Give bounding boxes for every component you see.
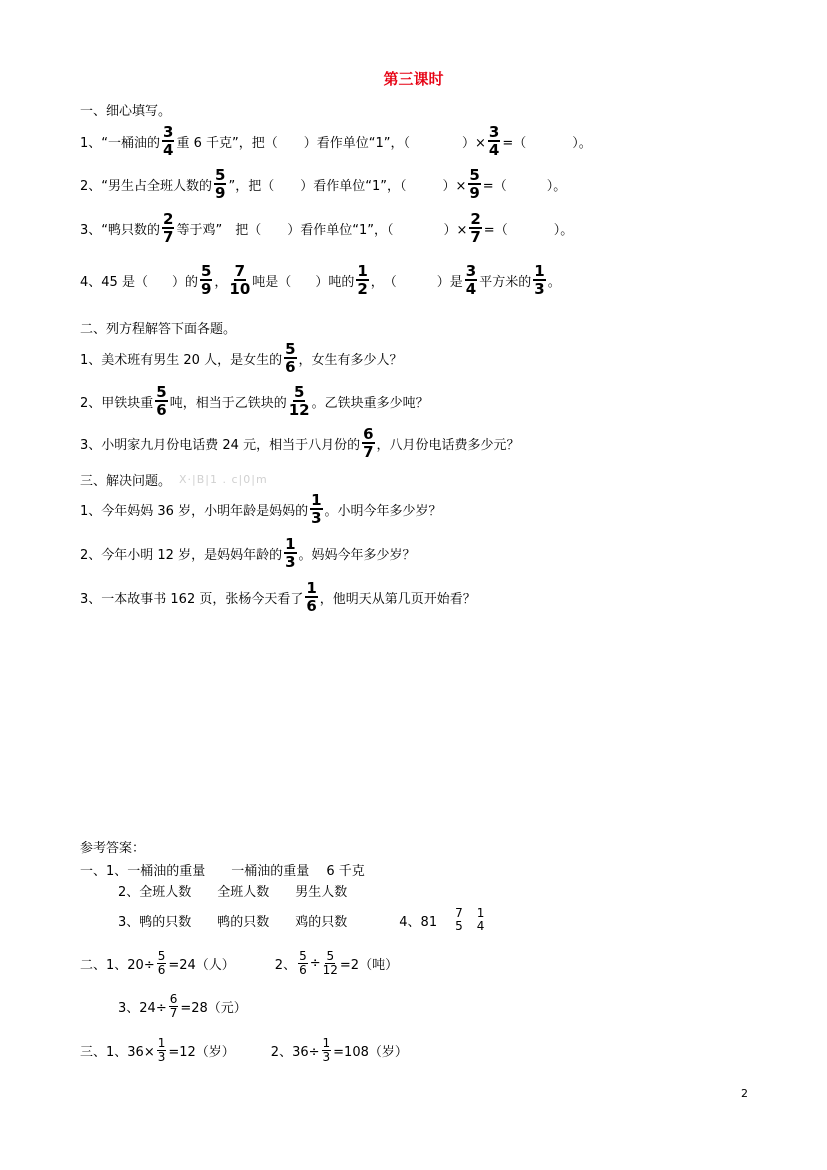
text: 2、甲铁块重	[80, 395, 154, 411]
text: 1	[534, 262, 545, 280]
text: 3、24÷	[118, 1001, 167, 1016]
text: 4	[488, 141, 500, 159]
text: 等于鸡” 把（	[176, 222, 262, 238]
text: 3	[285, 553, 296, 571]
fraction	[162, 211, 174, 245]
text: 1	[285, 535, 296, 553]
text: 三、解决问题。	[80, 474, 172, 489]
text: 3	[534, 280, 545, 298]
section-1-heading	[80, 100, 171, 119]
text: 吨，相当于乙铁块的	[169, 395, 287, 411]
text: =24（人）	[168, 958, 235, 973]
fraction	[162, 124, 174, 158]
fraction	[362, 426, 374, 460]
text: 。乙铁块重多少吨？	[311, 395, 429, 411]
text: 5	[455, 919, 463, 933]
text: ）看作单位“1”，（	[300, 178, 407, 194]
text: 4	[163, 141, 174, 159]
text: 1	[311, 491, 322, 509]
section-2-heading	[80, 318, 236, 337]
text: 1、美术班有男生 20 人，是女生的	[80, 352, 283, 368]
fraction	[214, 167, 226, 201]
fraction	[469, 211, 481, 245]
text: ）是	[436, 274, 463, 290]
fraction	[305, 580, 317, 614]
text: ）的	[171, 274, 198, 290]
text: ）。	[553, 222, 574, 238]
text: 1、“一桶油的	[80, 135, 161, 151]
text: 6	[156, 401, 167, 419]
text: 6	[299, 963, 307, 977]
page-title: 第三课时	[383, 70, 444, 88]
text: ）看作单位“1”，（	[287, 222, 394, 238]
text: 6	[157, 963, 166, 977]
text: 。妈妈今年多少岁？	[298, 547, 416, 563]
text: 9	[469, 184, 480, 202]
question-2-1	[80, 341, 403, 375]
text: ，	[214, 274, 228, 290]
watermark: X·|B|1 . c|0|m	[179, 473, 268, 486]
text: ）。	[546, 178, 567, 194]
text: 1	[357, 262, 368, 280]
text: 7	[163, 228, 174, 246]
text: 2、“男生占全班人数的	[80, 178, 213, 194]
text: =12（岁）	[168, 1045, 235, 1060]
text: 2、今年小明 12 岁，是妈妈年龄的	[80, 547, 283, 563]
answers-heading: 参考答案：	[80, 841, 146, 856]
text: 1、今年妈妈 36 岁，小明年龄是妈妈的	[80, 503, 309, 519]
text: 。小明今年多少岁？	[324, 503, 442, 519]
text: 12	[322, 963, 338, 977]
fraction	[310, 492, 322, 526]
text: 二、1、20÷	[80, 958, 155, 973]
text: =2（吨）	[339, 958, 399, 973]
text: 1	[306, 579, 317, 597]
text: ）×	[442, 178, 467, 194]
text: 1	[157, 1036, 166, 1050]
fraction	[356, 263, 368, 297]
section-3-heading	[80, 470, 268, 489]
fraction	[323, 950, 338, 977]
question-1-1	[80, 124, 592, 158]
text: 3、小明家九月份电话费 24 元，相当于八月份的	[80, 437, 361, 453]
text: 4	[465, 280, 477, 298]
text: 5	[200, 262, 212, 280]
text: ， （	[370, 274, 397, 290]
text: 。	[547, 274, 561, 290]
fraction	[200, 263, 212, 297]
text: =108（岁）	[333, 1045, 408, 1060]
answer-1-2: 2、全班人数 全班人数 男生人数	[118, 885, 348, 900]
text: 5	[285, 340, 296, 358]
text: 二、列方程解答下面各题。	[80, 322, 237, 337]
text: 7	[470, 228, 481, 246]
text: 6	[363, 425, 374, 443]
text: 4	[476, 919, 485, 933]
text: 重 6 千克”，把（	[176, 135, 278, 151]
text: 6	[285, 358, 296, 376]
fraction	[488, 124, 500, 158]
fraction	[155, 384, 167, 418]
text: 3、“鸭只数的	[80, 222, 161, 238]
question-1-3	[80, 211, 573, 245]
fraction	[229, 263, 250, 297]
answer-1-1: 一、1、一桶油的重量 一桶油的重量 6 千克	[80, 864, 365, 879]
page-number: 2	[741, 1087, 748, 1100]
text: 7	[169, 1006, 178, 1020]
question-2-3	[80, 426, 520, 460]
text: =（	[502, 135, 527, 151]
text: 12	[288, 401, 310, 419]
fraction	[169, 993, 179, 1020]
text: 3、鸭的只数 鸭的只数 鸡的只数	[118, 914, 348, 930]
text: ，八月份电话费多少元？	[376, 437, 520, 453]
fraction	[289, 384, 310, 418]
text: 4、81	[399, 914, 438, 930]
text: 9	[200, 280, 212, 298]
fraction	[468, 167, 480, 201]
text: ，他明天从第几页开始看？	[319, 591, 476, 607]
text: 2、	[274, 958, 297, 973]
text: 2	[470, 210, 481, 228]
text: 2	[163, 210, 174, 228]
text: 3、一本故事书 162 页，张杨今天看了	[80, 591, 304, 607]
text: 3	[465, 262, 477, 280]
fraction	[157, 1037, 167, 1064]
text: ）×	[443, 222, 468, 238]
text: 2	[357, 280, 368, 298]
text: 3	[311, 509, 322, 527]
fraction	[284, 341, 296, 375]
answer-1-3-4	[118, 907, 486, 933]
question-1-2	[80, 167, 566, 201]
text: 5	[156, 383, 167, 401]
text: 5	[469, 166, 480, 184]
text: 3	[322, 1050, 331, 1064]
text: 4、45 是（	[80, 274, 148, 290]
text: ）。	[572, 135, 592, 151]
text: ）×	[461, 135, 486, 151]
text: 3	[488, 123, 500, 141]
fraction	[455, 907, 463, 933]
text: =（	[482, 178, 507, 194]
text: =28（元）	[180, 1001, 247, 1016]
text: 1	[476, 906, 485, 920]
text: 5	[326, 949, 335, 963]
text: 2、36÷	[270, 1045, 320, 1060]
text: 三、1、36×	[80, 1045, 155, 1060]
text: 10	[229, 280, 251, 298]
fraction	[465, 263, 477, 297]
text: =（	[483, 222, 508, 238]
text: 5	[215, 166, 226, 184]
question-3-1	[80, 492, 442, 526]
text: 7	[363, 443, 374, 461]
text: 平方米的	[479, 274, 532, 290]
text: 6	[169, 992, 178, 1006]
text: 7	[455, 906, 463, 920]
text: 5	[157, 949, 166, 963]
text: ）吨的	[315, 274, 355, 290]
question-3-3	[80, 580, 476, 614]
fraction	[533, 263, 545, 297]
text: 5	[299, 949, 307, 963]
text: ，女生有多少人？	[298, 352, 403, 368]
text: 吨是（	[252, 274, 292, 290]
text: 3	[157, 1050, 166, 1064]
text: ”，把（	[228, 178, 275, 194]
text: ÷	[309, 956, 321, 971]
fraction	[322, 1037, 332, 1064]
text: 6	[306, 597, 317, 615]
answer-2-1-2	[80, 950, 398, 977]
text: 3	[163, 123, 174, 141]
text: ）看作单位“1”，（	[303, 135, 410, 151]
text: 一、细心填写。	[80, 104, 172, 119]
fraction	[298, 950, 308, 977]
question-1-4	[80, 263, 561, 297]
answer-3-1-2	[80, 1037, 408, 1064]
text: 1	[322, 1036, 331, 1050]
question-3-2	[80, 536, 416, 570]
answer-2-3	[118, 993, 247, 1020]
text: 5	[293, 383, 305, 401]
text: 7	[234, 262, 246, 280]
text: 9	[215, 184, 226, 202]
fraction	[157, 950, 167, 977]
fraction	[284, 536, 296, 570]
question-2-2	[80, 384, 429, 418]
fraction	[477, 907, 485, 933]
